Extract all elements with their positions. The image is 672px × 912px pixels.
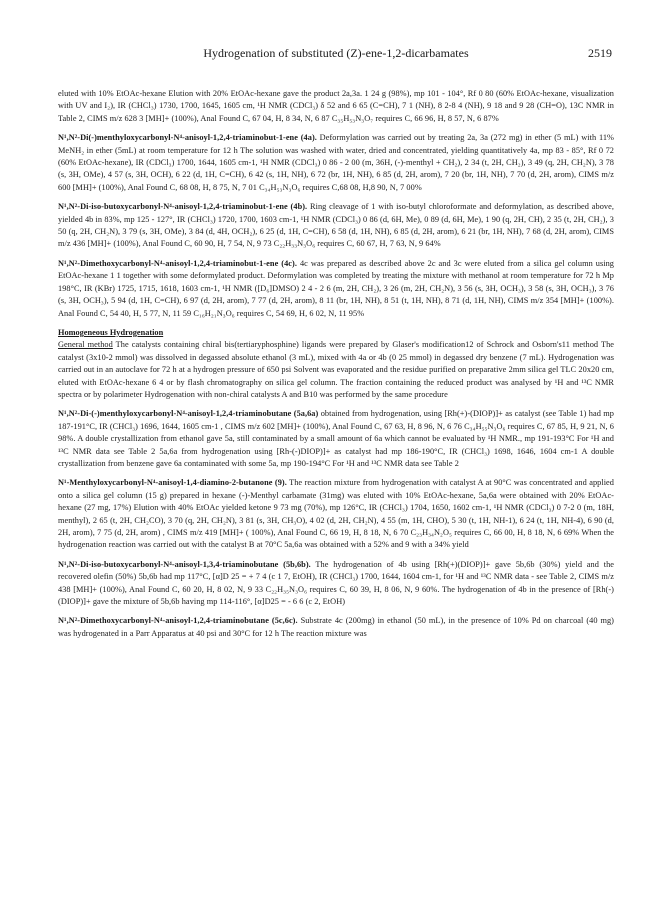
paragraph-text: 4c was prepared as described above 2c and 3c were eluted from a silica gel column using EtOAc-hexane 1 1 together with some deformylated product. Deformylation was completed by treating the mixture with methanol at room temperature for 72 h Mp 198°C, IR (KBr) 1725, 1715, 1618, 1603 cm-1, ¹H NMR ([D₆]DMSO) 2 4 - 2 6 (m, 2H, CH₂), 3 26 (m, 2H, CH₂N), 3 56 (s, 3H, OCH₃), 3 58 (s, 3H, OCH₃), 3 76 (s, 3H, OCH₃), 5 94 (d, 1H, C=CH), 6 97 (d, 2H, arom), 7 77 (d, 2H, arom), 8 11 (br, 1H, NH), 8 51 (t, 1H, NH), 8 71 (d, 1H, NH), CIMS m/z 354 [MH]+ (100%). Anal Found C, 54 40, H, 5 77, N, 11 59 C₁₆H₂₁N₃O₆ requires C, 54 69, H, 6 02, N, 11 95%: [58, 258, 615, 318]
compound-heading-4b: N¹,N²-Di-iso-butoxycarbonyl-N⁴-anisoyl-1,2,4-triaminobut-1-ene (4b).: [58, 202, 308, 212]
paragraph-5a6a: [58, 408, 614, 470]
paragraph-text: Ring cleavage of 1 with iso-butyl chloroformate and deformylation, as described above, yielded 4b in 83%, mp 125 - 127°, IR (CHCl₃) 1720, 1700, 1603 cm-1, ¹H NMR (CDCl₃) 0 86 (d, 6H, Me), 0 89 (d, 6H, Me), 1 90 (q, 2H, CH), 2 35 (t, 2H, CH₂), 3 50 (q, 2H, CH₂N), 3 79 (s, 3H, OMe), 3 84 (d, 4H, OCH₂), 6 25 (d, 1H, C=CH), 6 58 (d, 1H, NH), 6 85 (d, 2H, arom), 6 21 (br, 1H, NH), 7 68 (d, 2H, arom), CIMS m/z 436 [MH]+ (100%), Anal Found C, 60 90, H, 7 54, N, 9 73 C₂₂H₃₃N₃O₆ requires C, 60 67, H, 7 63, N, 9 64%: [58, 202, 614, 249]
paragraph-text: The hydrogenation of 4b using [Rh(+)(DIOP)]+ gave 5b,6b (30%) yield and the recovered olefin (50%) 5b,6b had mp 117°C, [α]D 25 = + 7 4 (c 1 7, EtOH), IR (CHCl₃) 1700, 1644, 1604 cm-1, for ¹H and ¹³C NMR data - see Table 2, CIMS m/z 438 [MH]+ (100%), Anal Found C, 60 20, H, 8 02, N, 9 33 C₂₂H₃₅N₃O₆ requires C, 60 39, H, 8 06, N, 9 60%. The hydrogenation of 4b in the presence of [Rh(-)(DIOP)]+ gave the mixture of 5b,6b having mp 114-116°, [α]D25 = - 6 6 (c 2, EtOH): [58, 559, 614, 607]
page-number: 2519: [588, 46, 612, 60]
paragraph-text: obtained from hydrogenation, using [Rh(+)-(DIOP)]+ as catalyst (see Table 1) had mp 187-191°C, IR (CHCl₃) 1696, 1644, 1605 cm-1 , CIMS m/z 602 [MH]+ (100%), Anal Found C, 67 63, H, 8 96, N, 6 76 C₃₄H₅₅N₃O₆ requires C, 67 85, H, 9 21, N, 6 98%. A double crystallization from ethanol gave 5a, still contaminated by a small amount of 6a which cannot be evaluated by ¹H NMR., mp 191-193°C For ¹H and ¹³C NMR data see Table 2 5a,6a from hydrogenation using [Rh-(-)DIOP)]+ as catalyst had mp 186-190°C, IR (CHCl₃) 1698, 1646, 1604 cm-1 A double crystallization from benzene gave 6a contaminated with some 5a, mp 190-194°C For ¹H and ¹³C NMR data see Table 2: [58, 409, 614, 468]
paragraph-9: [58, 477, 614, 551]
compound-heading-5a6a: N¹,N²-Di-(-)menthyloxycarbonyl-N⁴-anisoyl-1,2,4-triaminobutane (5a,6a): [58, 409, 319, 419]
paragraph-text: The reaction mixture from hydrogenation with catalyst A at 90°C was concentrated and applied onto a silica gel column (15 g) prepared in hexane (-)-Menthyl carbamate (31mg) was eluted with 10% EtOAc-hexane, 5a,6a were obtained with 20% EtOAc-hexane (27 mg, 17%) Elution with 40% EtOAc yielded ketone 9 73 mg (70%), mp 126°C, IR (CHCl₃) 1704, 1650, 1602 cm-1, ¹H NMR (CDCl₃) 0 7-2 0 (m, 18H, menthyl), 2 65 (t, 2H, CH₂CO), 3 70 (q, 2H, CH₂N), 3 81 (s, 3H, CH₃O), 4 02 (d, 2H, CH₂N), 4 55 (m, 1H, CHO), 5 30 (t, 1H, NH-1), 6 24 (t, 1H, NH-4), 6 90 (d, 2H, arom), 7 75 (d, 2H, arom) , CIMS m/z 419 [MH]+ ( 100%), Anal Found C, 66 19, H, 8 18, N, 6 70 C₂₃H₃₄N₂O₅ requires C, 66 00, H, 8 18, N, 6 69% When the hydrogenation reaction was carried out with the catalyst B at 70°C 5a,6a was obtained with a 52% and 9 with a 34% yield: [58, 478, 614, 550]
paragraph-text: The catalysts containing chiral bis(tertiaryphosphine) ligands were prepared by Glaser's modification12 of Schrock and Osborn's11 method The catalyst (3x10-2 mmol) was dissolved in degassed absolute ethanol (3 mL), mixed with 4a or 4b (0 25 mmol) in degassed dry benzene (7 mL). Hydrogenation was carried out in an autoclave for 72 h at a hydrogen pressure of 650 psi Solvent was evaporated and the residue purified on preparative 2mm silica gel TLC 20x20 cm, eluted with EtOAc-hexane 6 4 or by flash chromatography on silica gel column. The fraction containing the reduced product was analysed by ¹H and ¹³C NMR spectra or by polarimeter Hydrogenation with non-chiral catalysts A and B10 was performed by the same procedure: [58, 340, 615, 399]
paragraph-text: Substrate 4c (200mg) in ethanol (50 mL), in the presence of 10% Pd on charcoal (40 mg) was hydrogenated in a Parr Apparatus at 40 psi and 30°C for 12 h The reaction mixture was: [58, 616, 614, 638]
compound-heading-5b6b: N¹,N²-Di-iso-butoxycarbonyl-N⁴-anisoyl-1,3,4-triaminobutane (5b,6b).: [58, 559, 311, 569]
paragraph-text: eluted with 10% EtOAc-hexane Elution with 20% EtOAc-hexane gave the product 2a,3a. 1 24 g (98%), mp 101 - 104°, Rf 0 80 (60% EtOAc-hexane, visualization with UV and I₂), IR (CHCl₃) 1730, 1700, 1645, 1605 cm, ¹H NMR (CDCl₃) δ 52 and 6 65 (C=CH), 7 1 (NH), 8 2-8 4 (NH), 9 18 and 9 28 (CH=O), 13C NMR in Table 2, CIMS m/z 628 3 [MH]+ (100%), Anal Found C, 67 04, H, 8 34, N, 6 87 C₃₅H₅₃N₃O₇ requires C, 66 96, H, 8 57, N, 6 87%: [58, 89, 614, 123]
paragraph-4b: [58, 201, 614, 251]
running-title: Hydrogenation of substituted (Z)-ene-1,2-dicarbamates: [203, 46, 469, 60]
compound-heading-5c6c: N¹,N²-Dimethoxycarbonyl-N⁴-anisoyl-1,2,4-triaminobutane (5c,6c).: [58, 616, 298, 626]
general-method-lead: General method: [58, 340, 113, 350]
paragraph-5c6c: [58, 615, 614, 640]
paragraph-4c: [58, 258, 614, 320]
paragraph-general-method: [58, 339, 614, 401]
compound-heading-4a: N¹,N²-Di(-)menthyloxycarbonyl-N⁴-anisoyl-1,2,4-triaminobut-1-ene (4a).: [58, 133, 317, 143]
paragraph-text: Deformylation was carried out by treating 2a, 3a (272 mg) in ether (5 mL) with 11% MeNH₂ in ether (5mL) at room temperature for 12 h The solution was washed with water, dried and concentrated, yielding quantitatively 4a, mp 83 - 85°, Rf 0 72 (60% EtOAc-hexane), IR (CDCl₃) 1700, 1644, 1605 cm-1, ¹H NMR (CDCl₃) 0 86 - 2 00 (m, 36H, (-)-menthyl + CH₂), 2 34 (t, 2H, CH₂), 3 49 (q, 2H, CH₂N), 3 78 (s, 3H, OMe), 4 57 (s, 3H, OCH), 6 22 (d, 1H, C=CH), 6 42 (s, 1H, NH), 6 72 (br, 1H, NH), 6 85 (d, 2H, arom), 7 20 (br, 1H, NH), 7 70 (d, 2H, arom), CIMS m/z 600 [MH]+ (100%), Anal Found C, 68 08, H, 8 75, N, 7 01 C₃₄H₅₃N₃O₆ requires C,68 08, H,8 90, N, 7 00%: [58, 133, 614, 192]
compound-heading-9: N¹-Menthyloxycarbonyl-N⁴-anisoyl-1,4-diamino-2-butanone (9).: [58, 478, 287, 488]
section-title-homogeneous-hydrogenation: Homogeneous Hydrogenation: [58, 327, 164, 337]
paragraph-eluted: [58, 88, 614, 125]
paragraph-5b6b: [58, 559, 614, 609]
compound-heading-4c: N¹,N²-Dimethoxycarbonyl-N⁴-anisoyl-1,2,4-triaminobut-1-ene (4c).: [58, 258, 297, 268]
running-header: [58, 46, 614, 64]
paragraph-4a: [58, 132, 614, 194]
